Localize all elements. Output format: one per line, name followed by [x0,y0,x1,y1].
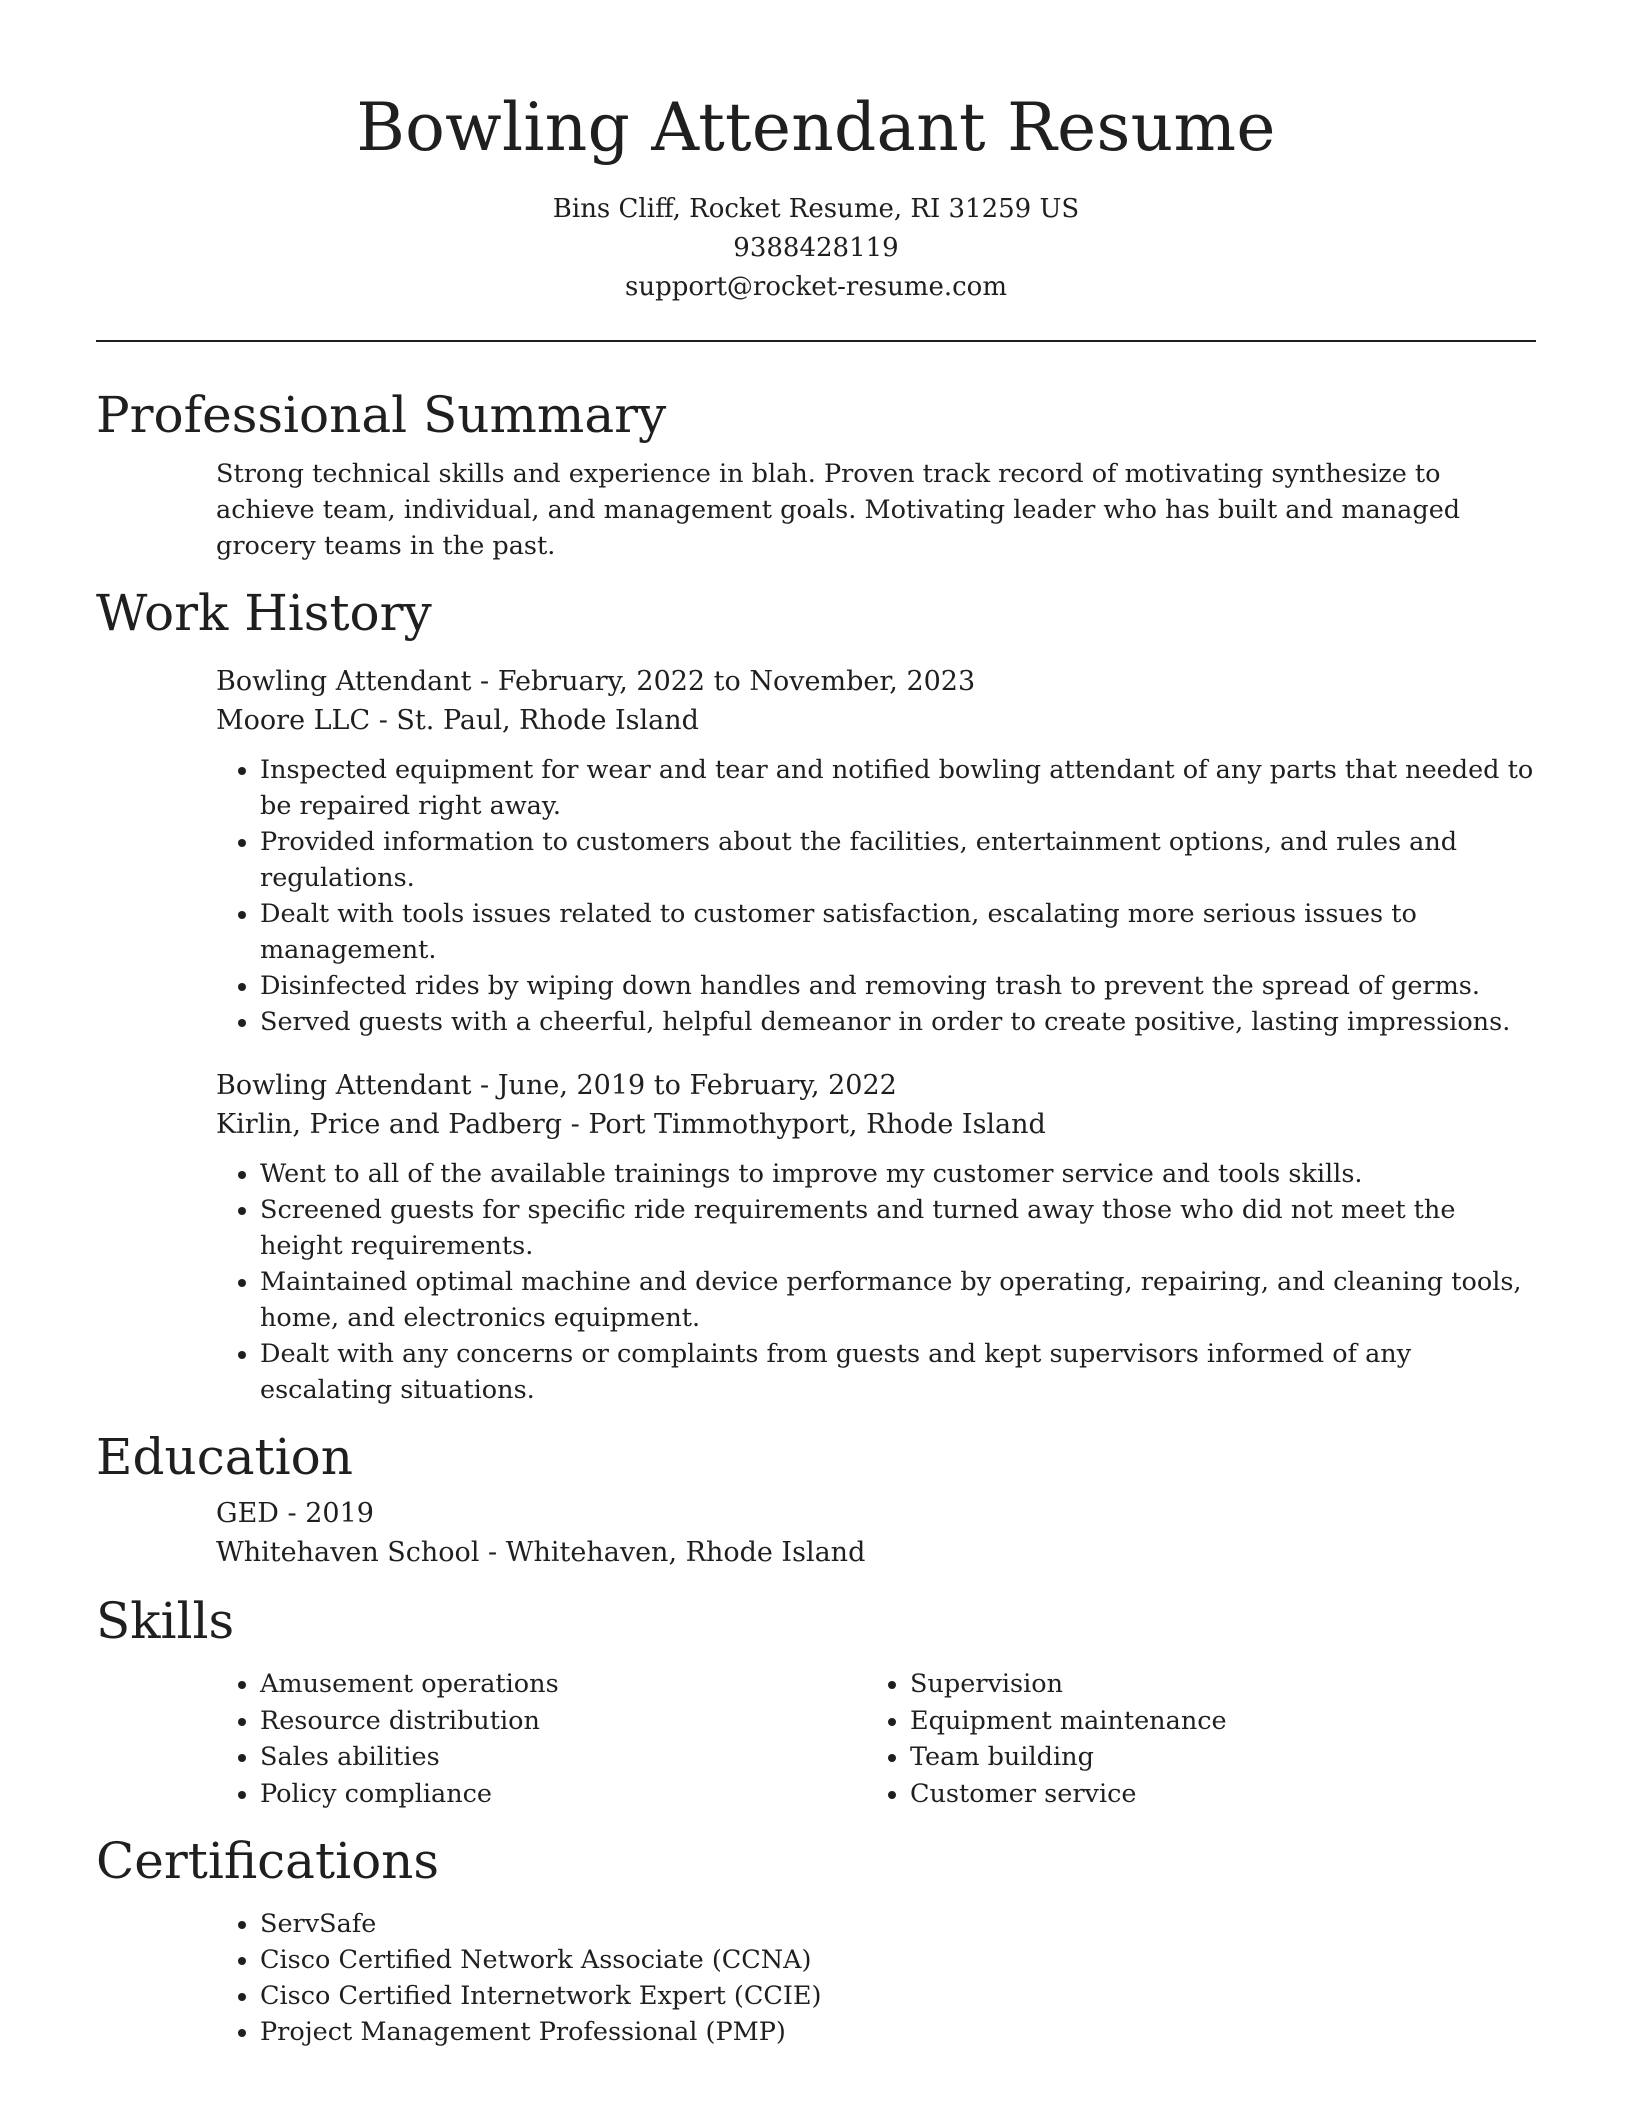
list-item: • Maintained optimal machine and device performance by operating, repairing, and cleaning tools, home, and electronics equipment. [260,1264,1536,1336]
job-company: Kirlin, Price and Padberg - Port Timmothyport, Rhode Island [216,1109,1046,1140]
job-duties-list [216,752,1536,1040]
list-item: • Customer service [910,1776,1516,1813]
skills-list-left [216,1666,866,1812]
summary-text: Strong technical skills and experience in blah. Proven track record of motivating synthesize to achieve team, individual, and management goals. Motivating leader who has built and managed grocery teams in the past. [216,459,1461,561]
list-item: • Resource distribution [260,1703,866,1740]
education-entry [216,1494,1536,1572]
resume-header [0,0,1632,307]
list-item: • Cisco Certified Internetwork Expert (CCIE) [260,1978,1536,2014]
list-item: • Team building [910,1739,1516,1776]
skills-heading: Skills [96,1592,235,1650]
list-item: • Dealt with tools issues related to customer satisfaction, escalating more serious issues to management. [260,896,1536,968]
job-company: Moore LLC - St. Paul, Rhode Island [216,705,699,736]
job-entry [216,1066,1536,1408]
education-heading: Education [96,1428,353,1486]
list-item: • Cisco Certified Network Associate (CCNA) [260,1942,1536,1978]
certifications-wrap [216,1906,1536,2050]
resume-title: Bowling Attendant Resume [356,89,1276,166]
job-entry [216,662,1536,1040]
list-item: • Screened guests for specific ride requirements and turned away those who did not meet the height requirements. [260,1192,1536,1264]
list-item: • Equipment maintenance [910,1703,1516,1740]
summary-section [96,378,1536,564]
list-item: • Project Management Professional (PMP) [260,2014,1536,2050]
job-duties-list [216,1156,1536,1408]
list-item: • Served guests with a cheerful, helpful demeanor in order to create positive, lasting impressions. [260,1004,1536,1040]
list-item: • Inspected equipment for wear and tear and notified bowling attendant of any parts that needed to be repaired right away. [260,752,1536,824]
education-school: Whitehaven School - Whitehaven, Rhode Island [216,1537,866,1568]
list-item: • Supervision [910,1666,1516,1703]
list-item: • Sales abilities [260,1739,866,1776]
certifications-section [96,1824,1536,2050]
header-divider [96,340,1536,342]
resume-body [96,378,1536,2062]
list-item: • Dealt with any concerns or complaints from guests and kept supervisors informed of any escalating situations. [260,1336,1536,1408]
skills-grid [216,1666,1536,1812]
contact-phone: 9388428119 [733,233,899,263]
job-title: Bowling Attendant - June, 2019 to February, 2022 [216,1070,897,1101]
education-degree: GED - 2019 [216,1498,374,1529]
skills-section [96,1584,1536,1812]
contact-email: support@rocket-resume.com [624,272,1007,302]
list-item: • Disinfected rides by wiping down handles and removing trash to prevent the spread of germs. [260,968,1536,1004]
education-section [96,1420,1536,1572]
list-item: • ServSafe [260,1906,1536,1942]
certifications-heading: Certifications [96,1832,440,1890]
work-history-section [96,576,1536,1408]
list-item: • Amusement operations [260,1666,866,1703]
work-history-heading: Work History [96,584,432,642]
list-item: • Provided information to customers about the facilities, entertainment options, and rules and regulations. [260,824,1536,896]
skills-list-right [866,1666,1516,1812]
job-title: Bowling Attendant - February, 2022 to November, 2023 [216,666,976,697]
list-item: • Policy compliance [260,1776,866,1813]
summary-heading: Professional Summary [96,386,667,444]
contact-info [0,190,1632,307]
certifications-list [216,1906,1536,2050]
list-item: • Went to all of the available trainings to improve my customer service and tools skills. [260,1156,1536,1192]
contact-address: Bins Cliff, Rocket Resume, RI 31259 US [552,194,1080,224]
